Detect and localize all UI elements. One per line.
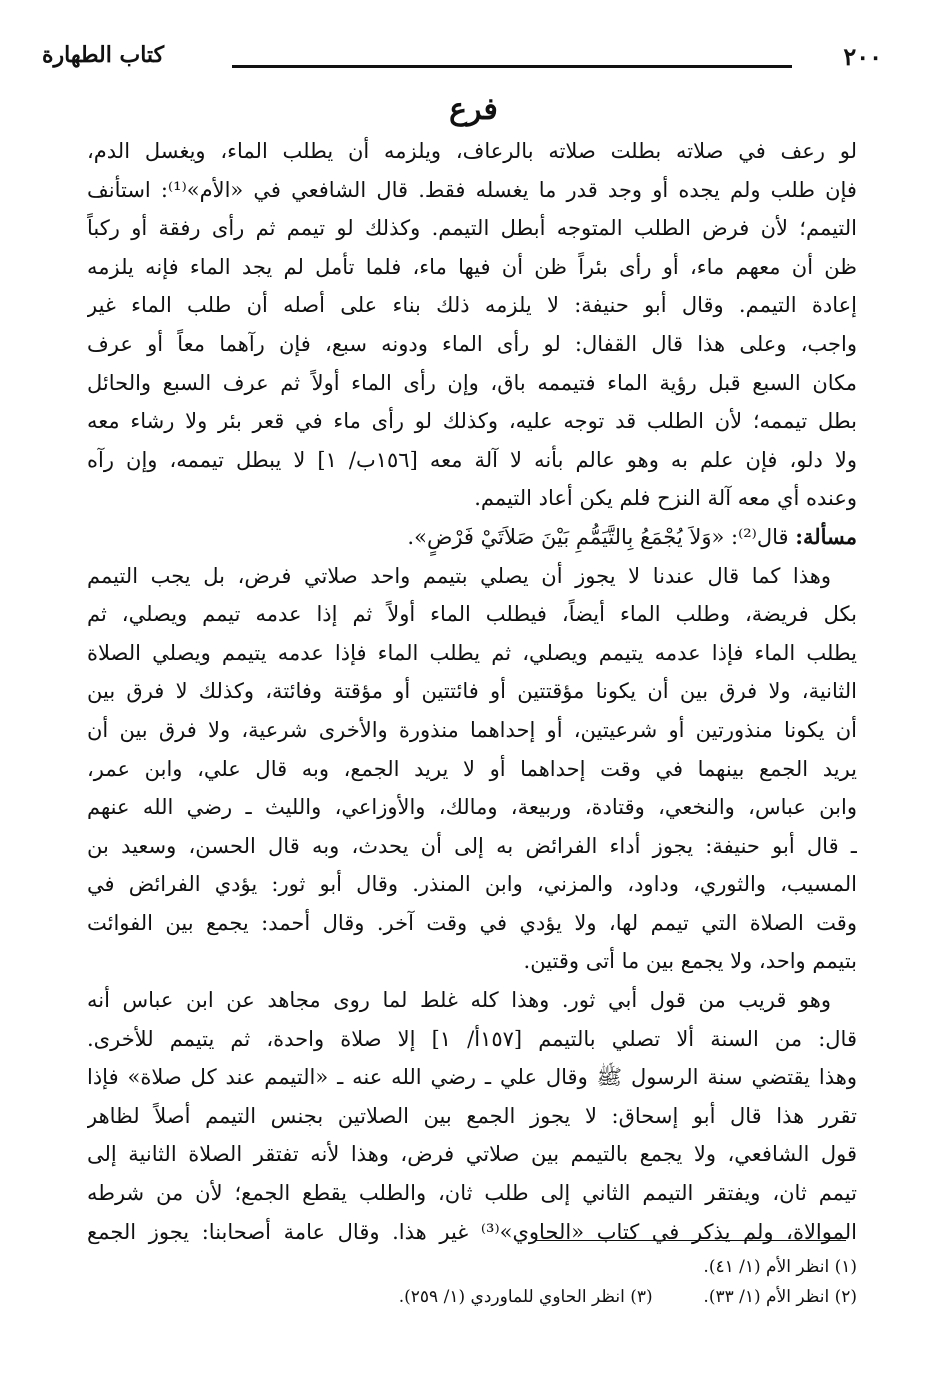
text-line	[87, 171, 857, 210]
line-text: فإن طلب ولم يجده أو وجد قدر ما يغسله فقط. قال الشافعي في «الأم»⁽¹⁾: استأنف	[87, 177, 857, 202]
text-line	[87, 1174, 857, 1213]
line-text: الموالاة، ولم يذكر في كتاب «الحاوي»⁽³⁾ غير هذا. وقال عامة أصحابنا: يجوز الجمع	[87, 1219, 857, 1244]
text-line	[87, 942, 857, 981]
text-line	[87, 286, 857, 325]
line-text: وهو قريب من قول أبي ثور. وهذا كله غلط لما روى مجاهد عن ابن عباس أنه	[87, 988, 831, 1013]
text-line	[87, 1020, 857, 1059]
line-text: ـ قال أبو حنيفة: يجوز أداء الفرائض به إلى أن يحدث، وبه قال الحسن، وسعيد بن	[87, 833, 857, 858]
text-line	[87, 325, 857, 364]
text-line	[87, 364, 857, 403]
footnote-row	[87, 1282, 857, 1312]
section-heading: فرع	[449, 92, 498, 127]
line-text: تيمم ثان، ويفتقر التيمم الثاني إلى طلب ثان، والطلب يقطع الجمع؛ لأن من شرطه	[87, 1181, 857, 1206]
text-line	[87, 248, 857, 287]
line-text: وقت الصلاة التي تيمم لها، ولا يؤدي في وقت آخر. وقال أحمد: يجمع بين الفوائت	[87, 910, 857, 935]
text-line	[87, 750, 857, 789]
line-text: تقرر هذا قال أبو إسحاق: لا يجوز الجمع بين الصلاتين بجنس التيمم أصلاً لظاهر	[87, 1103, 857, 1128]
text-line	[87, 209, 857, 248]
line-text: قول الشافعي، ولا يجمع بالتيمم بين صلاتي فرض، وهذا لأنه تفتقر الصلاة الثانية إلى	[87, 1142, 857, 1167]
issue-label: مسألة:	[795, 523, 857, 549]
text-line	[87, 557, 857, 596]
page-header	[42, 38, 882, 78]
text-line	[87, 132, 857, 171]
line-text: لو رعف في صلاته بطلت صلاته بالرعاف، ويلزمه أن يطلب الماء، ويغسل الدم،	[87, 139, 857, 163]
text-line	[87, 827, 857, 866]
text-line	[87, 672, 857, 711]
text-line	[87, 865, 857, 904]
footnote-1: (١) انظر الأم (١/ ٤١).	[703, 1257, 857, 1277]
text-line	[87, 1213, 857, 1252]
line-text: وهذا يقتضي سنة الرسول ﷺ وقال علي ـ رضي الله عنه ـ «التيمم عند كل صلاة» فإذا	[87, 1065, 857, 1090]
footnote-row	[87, 1252, 857, 1282]
line-text: المسيب، والثوري، وداود، والمزني، وابن المنذر. وقال أبو ثور: يؤدي الفرائض في	[87, 872, 857, 897]
line-text: بكل فريضة، وطلب الماء أيضاً، فيطلب الماء أولاً ثم إذا عدمه تيمم ويصلي، ثم	[87, 602, 857, 627]
text-line	[87, 402, 857, 441]
text-line	[87, 441, 857, 480]
header-rule	[232, 65, 792, 68]
text-line	[87, 1058, 857, 1097]
line-text: بطل تيممه؛ لأن الطلب قد توجه عليه، وكذلك لو رأى ماء في قعر بئر ولا رشاء معه	[87, 409, 857, 434]
line-text: يريد الجمع بينهما في وقت إحداهما أو لا يريد الجمع، وبه قال علي، وابن عمر،	[87, 756, 857, 781]
book-title: كتاب الطهارة	[42, 42, 165, 68]
text-line	[87, 904, 857, 943]
line-text: ولا دلو، فإن علم به وهو عالم بأنه لا آلة معه [١٥٦ب/ ١] لا يبطل تيممه، وإن رآه	[87, 447, 857, 472]
line-text: وعنده أي معه آلة النزح فلم يكن أعاد التيمم.	[474, 486, 857, 511]
body-text	[87, 132, 857, 1251]
text-line	[87, 711, 857, 750]
line-text: أن يكونا منذورتين أو شرعيتين، أو إحداهما منذورة والأخرى شرعية، ولا فرق بين أن	[87, 717, 857, 742]
text-line	[87, 1097, 857, 1136]
line-text: واجب، وعلى هذا قال القفال: لو رأى الماء ودونه سبع، فإن رآهما معاً أو عرف	[87, 331, 857, 356]
line-text: ظن أن معهم ماء، أو رأى بئراً ظن أن فيها ماء، فلما تأمل لم يجد الماء فإنه يلزمه	[87, 254, 857, 279]
text-line	[87, 981, 857, 1020]
page-number: ٢٠٠	[843, 42, 882, 71]
line-text: قال⁽²⁾: «وَلاَ يُجْمَعُ بِالتَّيَمُّمِ بَيْنَ صَلاَتَيْ فَرْضٍ».	[407, 524, 796, 549]
line-text: وهذا كما قال عندنا لا يجوز أن يصلي بتيمم واحد صلاتي فرض، بل يجب التيمم	[87, 563, 831, 588]
text-line	[87, 595, 857, 634]
text-line	[87, 1135, 857, 1174]
line-text: وابن عباس، والنخعي، وقتادة، وربيعة، ومالك، والأوزاعي، والليث ـ رضي الله عنهم	[87, 795, 857, 820]
line-text: يطلب الماء فإذا عدمه يتيمم ويصلي، ثم يطلب الماء فإذا عدمه يتيمم ويصلي الصلاة	[87, 640, 857, 665]
footnotes	[87, 1252, 857, 1312]
footnote-3: (٣) انظر الحاوي للماوردي (١/ ٢٥٩).	[398, 1287, 653, 1307]
line-text: التيمم؛ لأن فرض الطلب المتوجه أبطل التيمم. وكذلك لو تيمم ثم رأى رفقة أو ركباً	[87, 216, 857, 241]
text-line	[87, 634, 857, 673]
text-line	[87, 479, 857, 518]
footnote-2: (٢) انظر الأم (١/ ٣٣).	[703, 1287, 857, 1307]
line-text: الثانية، ولا فرق بين أن يكونا مؤقتتين أو فائتتين أو مؤقتة وفائتة، وكذلك لا فرق بين	[87, 679, 857, 704]
line-text: إعادة التيمم. وقال أبو حنيفة: لا يلزمه ذلك بناء على أصله أن طلب الماء غير	[87, 293, 857, 318]
text-line	[87, 518, 857, 557]
line-text: مكان السبع قبل رؤية الماء فتيممه باق، وإن رأى الماء أولاً ثم عرف السبع والحائل	[87, 370, 857, 395]
text-line	[87, 788, 857, 827]
line-text: قال: من السنة ألا تصلي بالتيمم [١٥٧أ/ ١] إلا صلاة واحدة، ثم يتيمم للأخرى.	[87, 1026, 857, 1051]
line-text: بتيمم واحد، ولا يجمع بين ما أتى وقتين.	[523, 949, 857, 974]
footnote-rule	[536, 1240, 846, 1241]
